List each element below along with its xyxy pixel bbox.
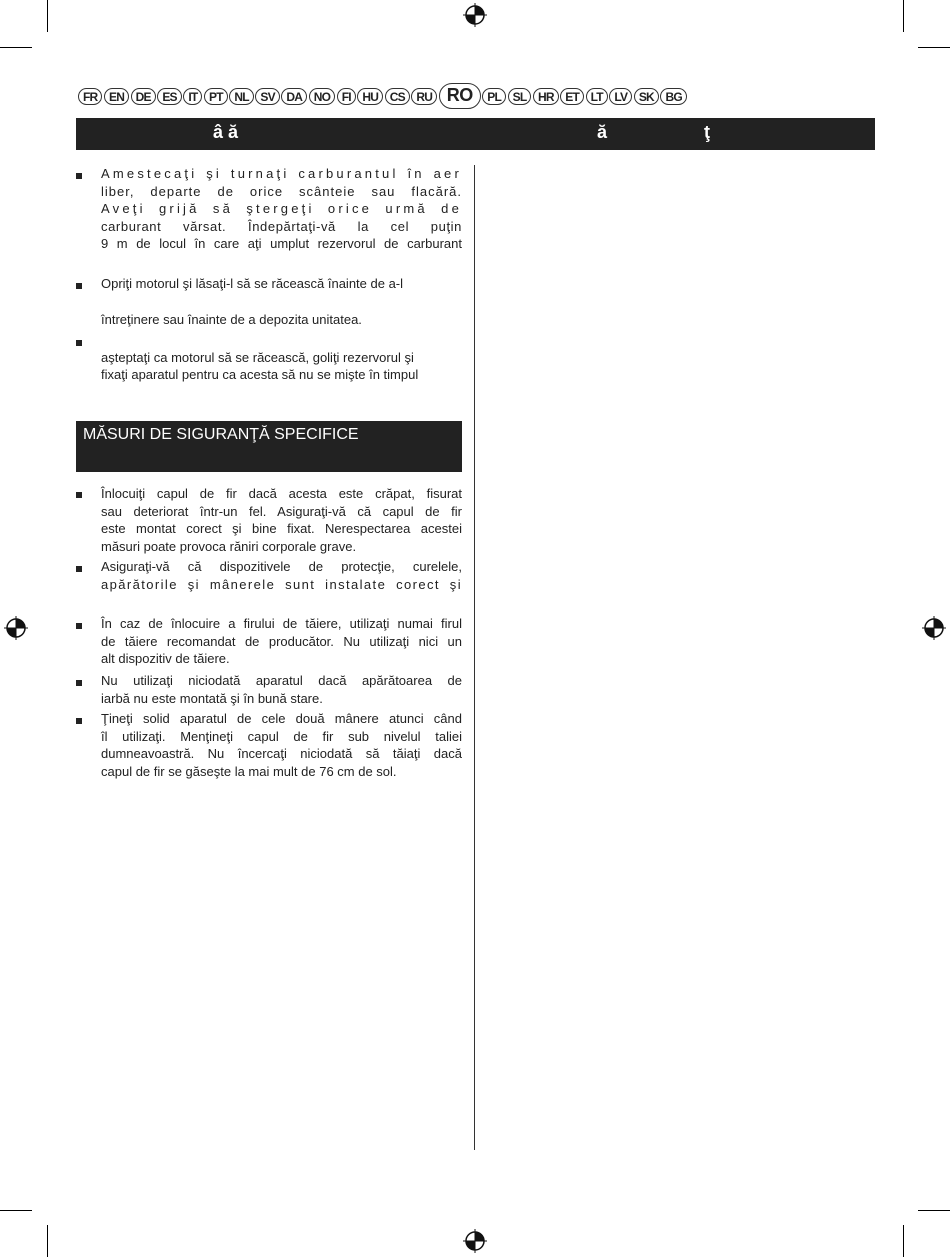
language-option-es[interactable]: ES — [157, 88, 181, 105]
crop-mark — [903, 0, 904, 32]
language-option-da[interactable]: DA — [281, 88, 307, 105]
crop-mark — [903, 1225, 904, 1257]
text-line: de tăiere recomandat de producător. Nu utilizaţi nici un — [101, 633, 462, 649]
text-line: iarbă nu este montată şi în bună stare. — [101, 690, 323, 706]
column-divider — [474, 165, 475, 1150]
language-option-lv[interactable]: LV — [609, 88, 632, 105]
language-option-hr[interactable]: HR — [533, 88, 559, 105]
section-title: MĂSURI DE SIGURANŢĂ SPECIFICE — [83, 426, 359, 443]
language-option-cs[interactable]: CS — [385, 88, 410, 105]
language-option-hu[interactable]: HU — [357, 88, 383, 105]
text-line — [101, 293, 462, 311]
bullet-icon — [76, 680, 82, 686]
language-bar — [78, 84, 874, 108]
language-option-nl[interactable]: NL — [229, 88, 253, 105]
text-line: capul de fir se găseşte la mai mult de 76 cm de sol. — [101, 763, 397, 779]
crop-mark — [0, 47, 32, 48]
text-line: 9 m de locul în care aţi umplut rezervorul de carburant — [101, 236, 462, 251]
bullet-icon — [76, 340, 82, 346]
language-option-no[interactable]: NO — [309, 88, 335, 105]
crop-mark — [918, 1210, 950, 1211]
bullet-icon — [76, 623, 82, 629]
text-line: este montat corect şi bine fixat. Nerespectarea acestei — [101, 521, 462, 536]
language-option-ru[interactable]: RU — [411, 88, 437, 105]
text-line: îl utilizaţi. Menţineţi capul de fir sub nivelul taliei — [101, 728, 462, 744]
registration-mark-icon — [4, 616, 28, 640]
crop-mark — [47, 1225, 48, 1257]
list-item — [101, 275, 462, 328]
text-line: liber, departe de orice scânteie sau flacără. — [101, 183, 462, 199]
registration-mark-icon — [463, 1229, 487, 1253]
bullet-icon — [76, 566, 82, 572]
list-item — [101, 165, 462, 253]
crop-mark — [918, 47, 950, 48]
text-line: Amestecaţi şi turnaţi carburantul în aer — [101, 166, 462, 181]
list-item — [101, 710, 462, 780]
text-line: Nu utilizaţi niciodată aparatul dacă apărătoarea de — [101, 673, 462, 688]
section-heading-box — [76, 421, 462, 472]
text-line: Înlocuiţi capul de fir dacă acesta este crăpat, fisurat — [101, 486, 462, 501]
text-line — [101, 331, 462, 349]
list-item — [101, 331, 462, 384]
text-line: alt dispozitiv de tăiere. — [101, 651, 230, 666]
language-option-pt[interactable]: PT — [204, 88, 228, 105]
text-line: aşteptaţi ca motorul să se răcească, goliţi rezervorul şi — [101, 349, 414, 365]
list-item — [101, 558, 462, 593]
header-text-right: ţ — [704, 122, 710, 142]
text-line: apărătorile şi mânerele sunt instalate corect şi — [101, 576, 462, 592]
text-line: întreţinere sau înainte de a depozita unitatea. — [101, 311, 362, 327]
registration-mark-icon — [922, 616, 946, 640]
language-option-de[interactable]: DE — [131, 88, 156, 105]
registration-mark-icon — [463, 3, 487, 27]
language-option-lt[interactable]: LT — [586, 88, 608, 105]
header-text-mid: ă — [597, 122, 608, 142]
text-line: măsuri poate provoca răniri corporale grave. — [101, 538, 357, 554]
text-line: Aveţi grijă să ştergeţi orice urmă de — [101, 201, 462, 216]
bullet-icon — [76, 492, 82, 498]
text-line: carburant vărsat. Îndepărtaţi-vă la cel puţin — [101, 218, 462, 234]
text-line: fixaţi aparatul pentru ca acesta să nu se mişte în timpul — [101, 367, 419, 382]
language-option-sl[interactable]: SL — [508, 88, 532, 105]
header-band — [76, 118, 875, 150]
list-item — [101, 672, 462, 707]
text-line: În caz de înlocuire a firului de tăiere, utilizaţi numai firul — [101, 616, 462, 631]
text-line: Ţineţi solid aparatul de cele două mânere atunci când — [101, 711, 462, 726]
language-option-sv[interactable]: SV — [255, 88, 279, 105]
language-option-ro[interactable]: RO — [439, 83, 481, 109]
bullet-icon — [76, 173, 82, 179]
language-option-fr[interactable]: FR — [78, 88, 102, 105]
header-text-left: â ă — [213, 122, 239, 142]
crop-mark — [0, 1210, 32, 1211]
text-line: Asiguraţi-vă că dispozitivele de protecţie, curelele, — [101, 559, 462, 574]
crop-mark — [47, 0, 48, 32]
language-option-en[interactable]: EN — [104, 88, 129, 105]
text-line: sau deteriorat într-un fel. Asiguraţi-vă că capul de fir — [101, 503, 462, 519]
language-option-it[interactable]: IT — [183, 88, 202, 105]
language-option-bg[interactable]: BG — [660, 88, 686, 105]
bullet-icon — [76, 283, 82, 289]
language-option-sk[interactable]: SK — [634, 88, 659, 105]
list-item — [101, 615, 462, 668]
bullet-icon — [76, 718, 82, 724]
language-option-et[interactable]: ET — [560, 88, 584, 105]
language-option-fi[interactable]: FI — [337, 88, 356, 105]
text-line: dumneavoastră. Nu încercaţi niciodată să tăiaţi dacă — [101, 746, 462, 761]
list-item — [101, 485, 462, 555]
language-option-pl[interactable]: PL — [482, 88, 506, 105]
text-line: Opriţi motorul şi lăsaţi-l să se răcească înainte de a-l — [101, 276, 404, 291]
